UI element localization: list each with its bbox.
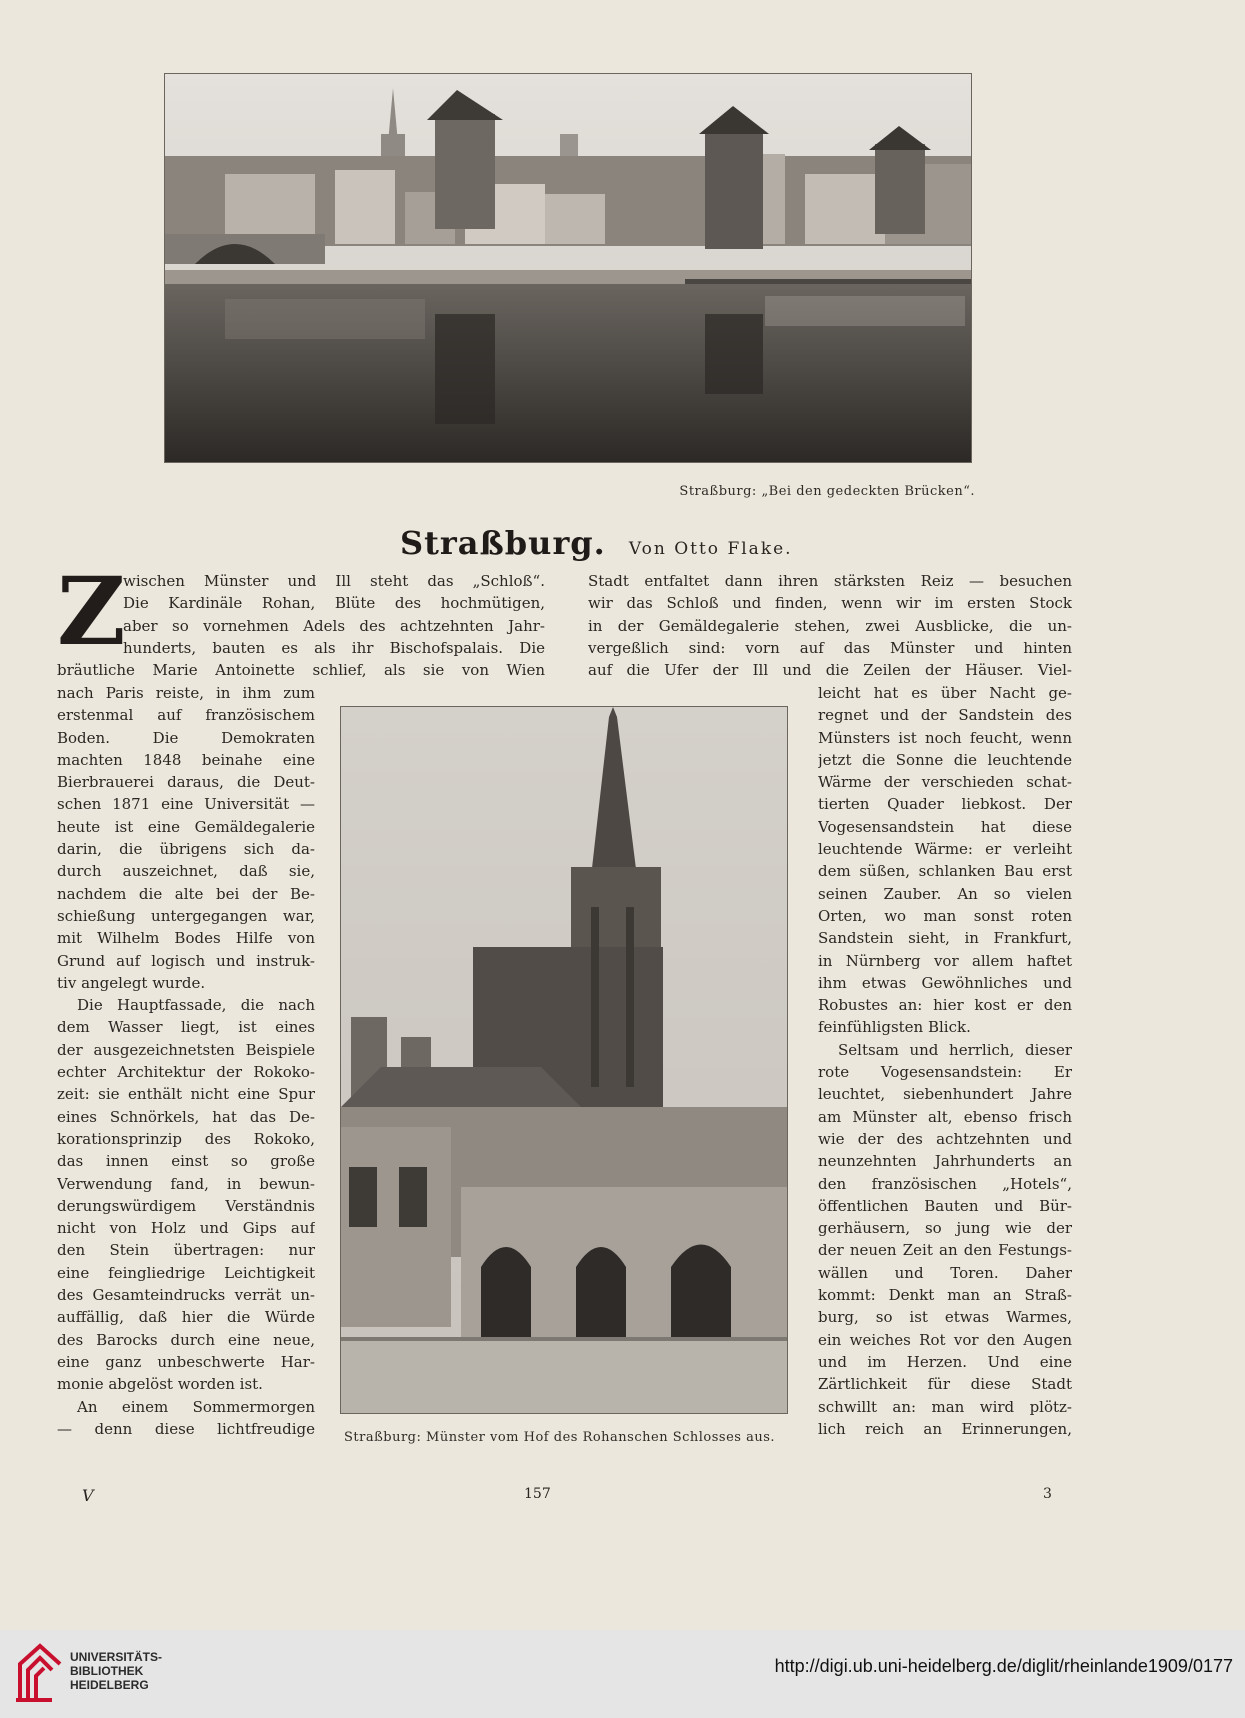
text-line: und im Herzen. Und eine bbox=[818, 1352, 1072, 1371]
text-line: Die Hauptfassade, die nach bbox=[77, 996, 315, 1015]
text-line: tierten Quader liebkost. Der bbox=[818, 795, 1072, 814]
text-line: ihm etwas Gewöhnliches und bbox=[818, 973, 1072, 992]
signature-mark: V bbox=[82, 1486, 94, 1505]
text-line: Stadt entfaltet dann ihren stärksten Reiz — besuchen bbox=[588, 572, 1072, 590]
text-line: der ausgezeichnetsten Beispiele bbox=[57, 1040, 315, 1059]
text-line: eine ganz unbeschwerte Har- bbox=[57, 1352, 315, 1371]
text-line: schen 1871 eine Universität — bbox=[57, 795, 315, 814]
text-line: am Münster alt, ebenso frisch bbox=[818, 1107, 1072, 1126]
text-line: bräutliche Marie Antoinette schlief, als sie von Wien bbox=[57, 661, 545, 680]
text-line: dem Wasser liegt, ist eines bbox=[57, 1018, 315, 1037]
text-line: vergeßlich sind: vorn auf das Münster und hinten bbox=[588, 638, 1072, 657]
text-line: korationsprinzip des Rokoko, bbox=[57, 1129, 315, 1148]
text-line: Zärtlichkeit für diese Stadt bbox=[818, 1375, 1072, 1394]
permalink-url[interactable]: http://digi.ub.uni-heidelberg.de/diglit/rheinlande1909/0177 bbox=[774, 1656, 1233, 1676]
text-line: — denn diese lichtfreudige bbox=[57, 1419, 315, 1438]
text-line: aber so vornehmen Adels des achtzehnten Jahr- bbox=[123, 616, 545, 635]
text-line: das innen einst so große bbox=[57, 1152, 315, 1171]
text-line: schwillt an: man wird plötz- bbox=[818, 1397, 1072, 1416]
text-line: lich reich an Erinnerungen, bbox=[818, 1419, 1072, 1438]
text-line: tiv angelegt wurde. bbox=[57, 973, 206, 992]
right-column bbox=[818, 682, 1072, 1440]
page-number: 157 bbox=[524, 1486, 551, 1502]
text-line: gerhäusern, so jung wie der bbox=[818, 1219, 1072, 1238]
text-line: erstenmal auf französischem bbox=[57, 706, 315, 725]
text-line: feinfühligsten Blick. bbox=[818, 1018, 971, 1037]
text-line: An einem Sommermorgen bbox=[77, 1397, 315, 1416]
text-line: hunderts, bauten es als ihr Bischofspalais. Die bbox=[123, 638, 545, 657]
text-line: zeit: sie enthält nicht eine Spur bbox=[57, 1085, 315, 1104]
text-line: den Stein übertragen: nur bbox=[57, 1241, 315, 1260]
text-line: Wärme der verschieden schat- bbox=[818, 773, 1072, 792]
logo-line-2: BIBLIOTHEK bbox=[70, 1664, 144, 1678]
text-line: dem süßen, schlanken Bau erst bbox=[818, 862, 1072, 881]
text-line: derungswürdigem Verständnis bbox=[57, 1196, 315, 1215]
text-line: machten 1848 beinahe eine bbox=[57, 750, 315, 769]
text-line: leuchtende Wärme: er verleiht bbox=[818, 840, 1072, 859]
text-line: Vogesensandstein hat diese bbox=[818, 817, 1072, 836]
text-line: Boden. Die Demokraten bbox=[57, 728, 315, 747]
left-column bbox=[57, 682, 315, 1440]
article-byline: Von Otto Flake. bbox=[628, 539, 793, 559]
text-line: Seltsam und herrlich, dieser bbox=[838, 1040, 1072, 1059]
text-line: Robustes an: hier kost er den bbox=[818, 996, 1072, 1015]
text-line: nach Paris reiste, in ihm zum bbox=[57, 684, 315, 702]
caption-covered-bridges: Straßburg: „Bei den gedeckten Brücken“. bbox=[679, 484, 975, 499]
logo-line-3: HEIDELBERG bbox=[70, 1678, 149, 1692]
text-line: des Gesamteindrucks verrät un- bbox=[57, 1286, 315, 1305]
text-line: neunzehnten Jahrhunderts an bbox=[818, 1152, 1072, 1171]
text-line: wie der des achtzehnten und bbox=[818, 1129, 1072, 1148]
photo-cathedral-courtyard-image bbox=[341, 707, 787, 1413]
text-line: schießung untergegangen war, bbox=[57, 906, 315, 925]
text-line: eine feingliedrige Leichtigkeit bbox=[57, 1263, 315, 1282]
text-line: wischen Münster und Ill steht das „Schloß“. bbox=[123, 572, 545, 590]
right-column-top bbox=[588, 570, 1072, 681]
text-line: nachdem die alte bei der Be- bbox=[57, 884, 315, 903]
university-library-logo-icon[interactable] bbox=[14, 1642, 66, 1704]
text-line: burg, so ist etwas Warmes, bbox=[818, 1308, 1072, 1327]
text-line: wir das Schloß und finden, wenn wir im ersten Stock bbox=[588, 594, 1072, 613]
text-line: ein weiches Rot vor den Augen bbox=[818, 1330, 1072, 1349]
sheet-number: 3 bbox=[1043, 1486, 1052, 1502]
text-line: kommt: Denkt man an Straß- bbox=[818, 1286, 1072, 1305]
text-line: Orten, wo man sonst roten bbox=[818, 906, 1072, 925]
text-line: in Nürnberg vor allem haftet bbox=[818, 951, 1072, 970]
text-line: heute ist eine Gemäldegalerie bbox=[57, 817, 315, 836]
article-heading bbox=[400, 524, 793, 562]
text-line: darin, die übrigens sich da- bbox=[57, 840, 315, 859]
text-line: monie abgelöst worden ist. bbox=[57, 1375, 263, 1394]
text-line: in der Gemäldegalerie stehen, zwei Ausblicke, die un- bbox=[588, 616, 1072, 635]
text-line: der neuen Zeit an den Festungs- bbox=[818, 1241, 1072, 1260]
text-line: jetzt die Sonne die leuchtende bbox=[818, 750, 1072, 769]
text-line: regnet und der Sandstein des bbox=[818, 706, 1072, 725]
text-line: Münsters ist noch feucht, wenn bbox=[818, 728, 1072, 747]
text-line: echter Architektur der Rokoko- bbox=[57, 1063, 315, 1082]
text-line: wällen und Toren. Daher bbox=[818, 1263, 1072, 1282]
text-line: auffällig, daß hier die Würde bbox=[57, 1308, 315, 1327]
caption-cathedral-courtyard: Straßburg: Münster vom Hof des Rohanschen Schlosses aus. bbox=[344, 1430, 776, 1445]
text-line: Verwendung fand, in bewun- bbox=[57, 1174, 315, 1193]
text-line: nicht von Holz und Gips auf bbox=[57, 1219, 315, 1238]
text-line: Die Kardinäle Rohan, Blüte des hochmütigen, bbox=[123, 594, 545, 613]
text-line: Grund auf logisch und instruk- bbox=[57, 951, 315, 970]
text-line: leuchtet, siebenhundert Jahre bbox=[818, 1085, 1072, 1104]
text-line: auf die Ufer der Ill und die Zeilen der Häuser. Viel- bbox=[588, 661, 1072, 680]
text-line: Sandstein sieht, in Frankfurt, bbox=[818, 929, 1072, 948]
text-line: des Barocks durch eine neue, bbox=[57, 1330, 315, 1349]
photo-covered-bridges bbox=[164, 73, 972, 463]
text-line: eines Schnörkels, hat das De- bbox=[57, 1107, 315, 1126]
text-line: mit Wilhelm Bodes Hilfe von bbox=[57, 929, 315, 948]
photo-covered-bridges-image bbox=[165, 74, 971, 462]
university-library-name[interactable] bbox=[70, 1650, 162, 1692]
text-line: rote Vogesensandstein: Er bbox=[818, 1063, 1072, 1082]
text-line: den französischen „Hotels“, bbox=[818, 1174, 1072, 1193]
text-line: Bierbrauerei daraus, die Deut- bbox=[57, 773, 315, 792]
text-line: leicht hat es über Nacht ge- bbox=[818, 684, 1072, 702]
text-line: seinen Zauber. An so vielen bbox=[818, 884, 1072, 903]
logo-line-1: UNIVERSITÄTS- bbox=[70, 1650, 163, 1664]
drop-cap: Z bbox=[57, 557, 126, 667]
text-line: öffentlichen Bauten und Bür- bbox=[818, 1196, 1072, 1215]
text-line: durch auszeichnet, daß sie, bbox=[57, 862, 315, 881]
photo-cathedral-courtyard bbox=[340, 706, 788, 1414]
left-column-top bbox=[57, 557, 545, 681]
article-title: Straßburg. bbox=[400, 524, 606, 562]
